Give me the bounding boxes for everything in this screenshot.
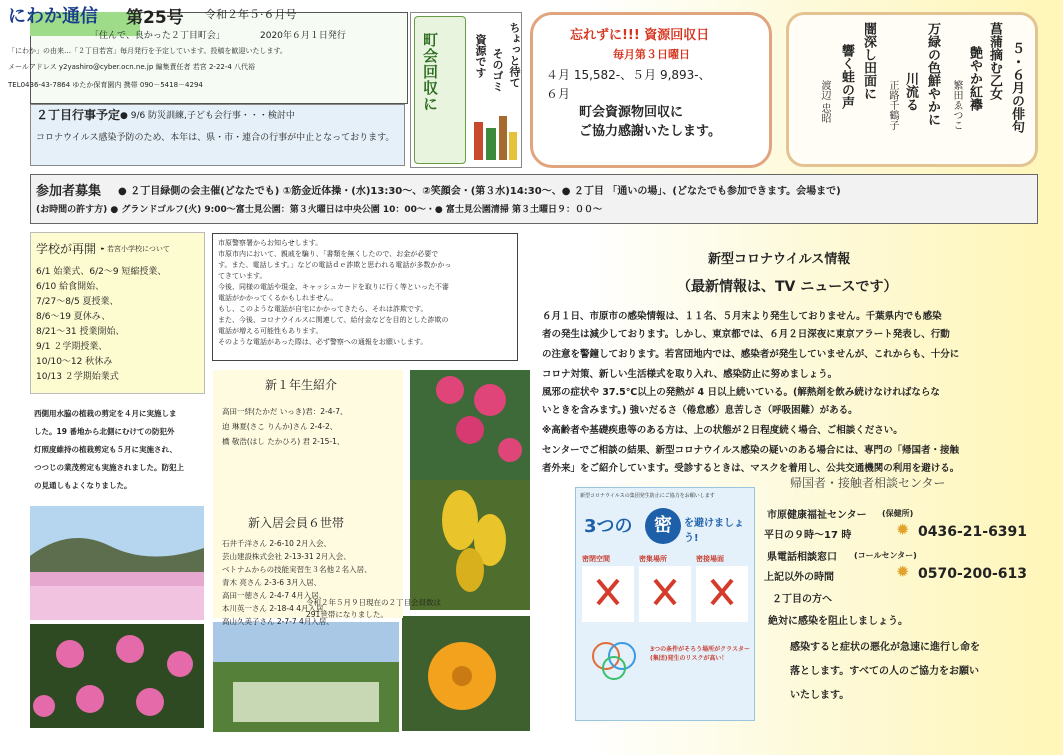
haiku-title: ５・６月の俳句 [1009,42,1024,133]
school-item: 6/10 給食開始、 [36,282,105,292]
resident-line: 石井千洋さん 2-6-10 2月入会、 [222,539,332,548]
police-line: そのような電話があった際は、必ず警察への通報をお願いします。 [218,338,428,346]
three-c-venn-icon [586,640,642,680]
virus-line: ６月１日、市原市の感染情報は、１１名、５月末より発生しておりません。千葉県内でも感染 [542,311,942,322]
garbage-text: 資源です [474,34,487,78]
consult-msg: 落とします。すべての人のご協力をお願い [790,666,979,677]
haiku-author: 繁田ゑつこ [951,80,962,130]
consult-msg: 絶対に感染を阻止しましょう。 [768,616,908,627]
virus-title: 新型コロナウイルス情報 [708,252,851,267]
police-line: 電話がかかってくるかもしれません。 [218,294,338,302]
resource-subtitle: 毎月第３日曜日 [613,48,690,61]
school-title: 学校が再開・ [36,242,109,256]
center2-note: (コールセンター) [854,551,917,560]
virus-subtitle: （最新情報は、TV ニュースです） [677,279,898,295]
header-line: メールアドレス y2yashiro@cyber.ocn.ne.jp 編集責任者 若宮 2-22-4 八代裕 [8,63,256,71]
resource-amounts: ４月 15,582-、５月 9,893-、 [546,68,711,82]
student-line: 橋 敬浩(はし たかひろ) 君 2-15-1、 [222,437,345,446]
resident-line: 本川英一さん 2-18-4 4月入居、 [222,604,332,613]
red-oleander-photo [410,370,530,480]
virus-line: の注意を警鐘しております。若宮団地内では、感染者が発生していませんが、これからも、十分に [542,349,960,360]
resident-line: 青木 亮さん 2-3-6 3月入居、 [222,578,322,587]
consult-msg: 感染すると症状の悪化が急速に進行し命を [790,642,980,653]
poster-header: 新型コロナウイルスの集団発生防止にご協力をお願いします [580,493,715,499]
poster-item: 密集場所 [639,555,667,563]
center2-hours: 上記以外の時間 [764,572,834,583]
motto: 「住んで、良かった２丁目町会」 [90,31,225,41]
consult-msg: いたします。 [790,690,850,701]
resident-count-line: 令和２年５月９日現在の２丁目会員数は [306,598,441,607]
school-item: 8/6～19 夏休み、 [36,312,111,322]
garbage-sign-text: 町会回収に [421,32,439,112]
publish-date: 2020年６月１日発行 [260,31,346,41]
center1-tel: 0436-21-6391 [918,524,1028,540]
school-item: 6/1 始業式、6/2～9 短縮授業、 [36,267,167,277]
resource-title: 忘れずに!!! 資源回収日 [570,28,710,43]
pruning-line: した。19 番地から北側にむけての防犯外 [34,427,175,436]
resident-line: ベトナムからの技能実習生３名他２名入居、 [222,565,372,574]
haiku-line: 万緑の色鮮やかに [925,22,940,126]
participants-title: 参加者募集 [36,184,102,199]
police-line: 今後、同様の電話や現金、キャッシュカードを取りに行く等といった不審 [218,283,449,291]
phone-icon: ✹ [896,520,910,539]
virus-line: 者外来」をご紹介しています。受診するときは、マスクを着用し、公共交通機関の利用を避ける。 [542,463,960,474]
issue-date: 令和２年５·６月号 [205,8,297,21]
virus-line: ※高齢者や基礎疾患等のある方は、上の状態が２日程度続く場合、ご相談ください。 [542,425,903,436]
center1-hours: 平日の９時～17 時 [764,530,852,541]
recycle-bottles-icon [470,108,518,164]
resource-amounts: ６月 [546,87,571,101]
virus-line: 風邪の症状や 37.5℃以上の発熱が 4 日以上続いている。(解熱剤を飲み続けなければならな [542,387,940,398]
virus-line: センターでご相談の結果、新型コロナウイルス感染の疑いのある場合には、専門の「帰国者・接触 [542,445,960,456]
garbage-text: そのゴミ [491,48,504,92]
police-line: 電話が増える可能性もあります。 [218,327,323,335]
school-item: 9/1 ２学期授業、 [36,342,108,352]
poster-item: 密閉空間 [582,555,610,563]
police-line: す。また、電話します。」などの電話ｄｅ詐欺と思われる電話が多数かかっ [218,261,452,269]
haiku-line: 響く蛙の声 [839,44,854,109]
resource-thanks: ご協力感謝いたします。 [579,124,721,139]
phone-icon: ✹ [896,562,910,581]
header-line: 「にわか」の由来…「２丁目若宮」毎月発行を予定しています。投稿を歓迎いたします。 [8,47,287,55]
center2-tel: 0570-200-613 [918,566,1028,582]
center1-note: (保健所) [882,509,914,518]
haiku-author: 正路千鶴子 [887,80,898,130]
orange-cosmos-photo [402,616,530,731]
resident-line: 高田一徳さん 2-4-7 4月入居、 [222,591,327,600]
pruning-line: 西側用水脇の植栽の剪定を４月に実施しま [34,409,177,418]
yellow-flower-photo [410,480,530,610]
police-line: てきています。 [218,272,267,280]
pink-flowers-photo [30,624,204,728]
haiku-line: 川流る [903,72,918,111]
header-line: TEL0436-43-7864 ゆたか保育園内 携帯 090－5418－4294 [8,81,203,89]
poster-warning: 3つの条件がそろう場所がクラスター(集団)発生のリスクが高い！ [650,646,750,662]
resident-count-line: 291世帯になりました。 [306,610,388,619]
participants-line: (お時間の許す方) ● グランドゴルフ(火) 9:00～富士見公園：第３火曜日は中央公園 10：00～・● 富士見公園清掃 第３土曜日９：００～ [36,205,603,215]
resident-line: 高山久美子さん 2-7-7 4月入居、 [222,617,334,626]
school-item: 10/13 ２学期始業式 [36,372,119,382]
pruning-line: の見通しもよくなりました。 [34,481,132,490]
school-subtitle: ・若宮小学校について [100,245,170,253]
haiku-line: 菖蒲摘む乙女 [987,22,1002,100]
events-note: ● 9/6 防災訓練,子ども会行事・・・検討中 [120,111,295,121]
resource-thanks: 町会資源物回収に [579,105,684,120]
consult-msg: ２丁目の方へ [772,594,832,605]
school-item: 10/10～12 秋休み [36,357,113,367]
flower-field-photo [30,506,204,620]
issue-number: 第25号 [126,8,184,28]
center1-name: 市原健康福祉センター [767,510,867,521]
students-title: 新１年生紹介 [265,378,338,392]
school-item: 8/21～31 授業開始、 [36,327,125,337]
residents-title: 新入居会員６世帯 [248,516,345,530]
police-line: 市原市内において、親戚を騙り、「書類を無くしたので、お金が必要で [218,250,439,258]
student-line: 高田一絆(たかだ いっき)君：2-4-7、 [222,407,348,416]
pruning-line: 灯照度維持の植栽剪定も５月に実施され、 [34,445,177,454]
virus-line: いときを含みます。) 強いだるさ（倦怠感）息苦しさ（呼吸困難）がある。 [542,405,858,416]
mitsu-badge: 密 [645,508,681,544]
poster-title: を避けましょう! [684,518,744,544]
garbage-text: ちょっと待て [508,22,521,88]
pruning-line: つつじの業茂剪定も実施されました。防犯上 [34,463,184,472]
school-item: 7/27～8/5 夏授業、 [36,297,119,307]
haiku-line: 闇深し田面に [861,22,876,100]
poster-item: 密接場面 [696,555,724,563]
virus-line: 者の発生は減少しております。しかし、東京都では、６月２日深夜に東京アラート発表し、行動 [542,329,950,340]
haiku-line: 艶やか紅襷 [967,46,982,111]
center2-name: 県電話相談窓口 [767,552,837,563]
police-line: もし、このような電話が自宅にかかってきたら、それは詐欺です。 [218,305,428,313]
consult-center-title: 帰国者・接触者相談センター [790,476,946,490]
poster-illustrations [582,566,750,626]
newsletter-title: にわか通信 [8,6,98,27]
events-text: コロナウイルス感染予防のため、本年は、県・市・連合の行事が中止となっております。 [36,133,395,143]
resident-line: 芸山建設株式会社 2-13-31 2月入会、 [222,552,351,561]
haiku-author: 渡辺 忠昭 [819,80,830,124]
police-line: また、今後、コロナウイルスに関連して、給付金などを目的とした詐欺の [218,316,449,324]
poster-title-prefix: 3つの [584,516,633,537]
virus-line: コロナ対策、新しい生活様式を取り入れ、感染防止に努めましょう。 [542,369,838,380]
events-title: ２丁目行事予定 [36,108,121,122]
garden-photo [213,622,399,732]
police-line: 市原警察署からお知らせします。 [218,239,323,247]
participants-line: ● ２丁目緑側の会主催(どなたでも) ①筋金近体操・(水)13:30～、②笑顔会・(第３水)14:30～、● ２丁目 「通いの場」、(どなたでも参加できます。会場まで) [118,186,841,197]
student-line: 迫 琳夏(さこ りんか)さん 2-4-2、 [222,422,338,431]
